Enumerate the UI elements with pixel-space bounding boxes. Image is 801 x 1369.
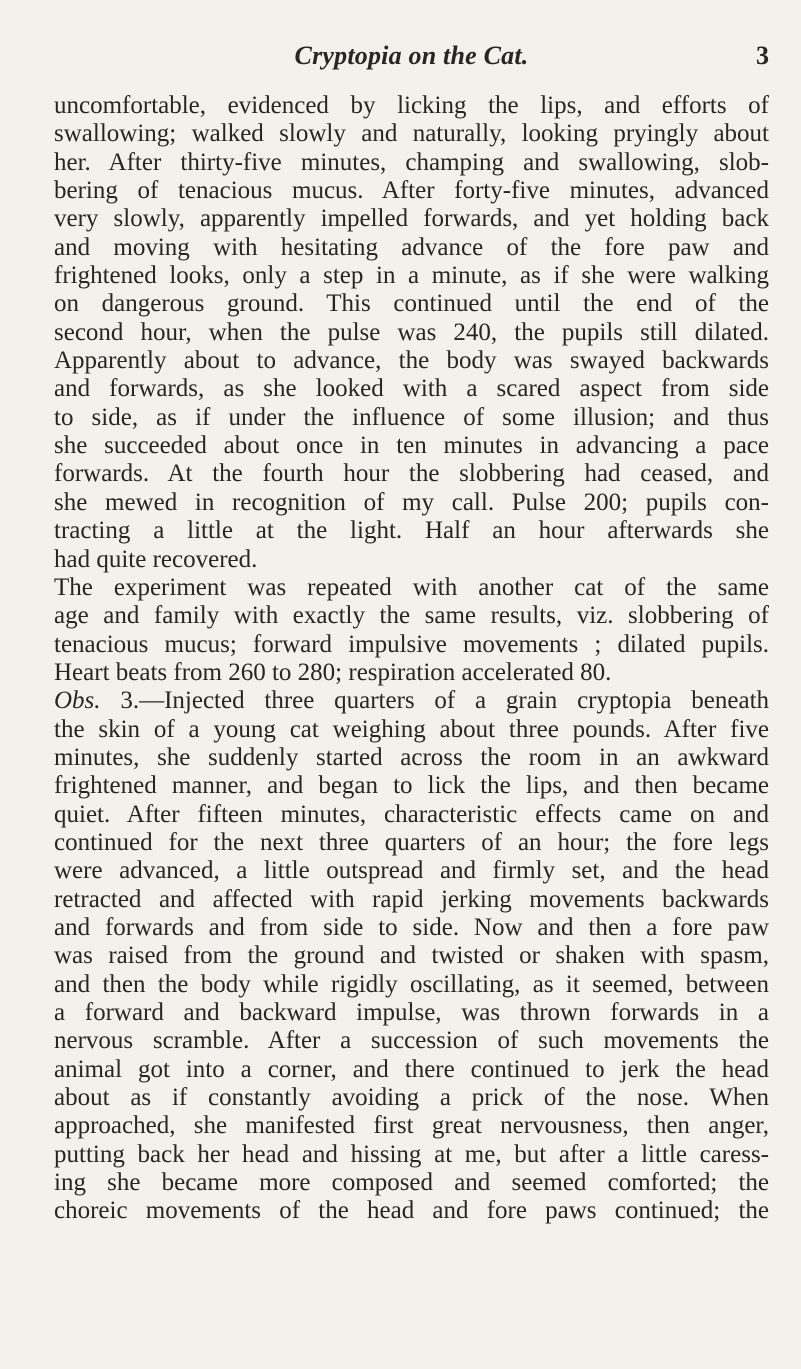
- text-line: quiet. After fifteen minutes, characteristic effects came on and: [54, 800, 769, 828]
- text-line: very slowly, apparently impelled forwards, and yet holding back: [54, 205, 769, 233]
- text-line: bering of tenacious mucus. After forty-five minutes, advanced: [54, 177, 769, 205]
- text-line: and forwards, as she looked with a scared aspect from side: [54, 375, 769, 403]
- text-line: approached, she manifested first great nervousness, then anger,: [54, 1112, 769, 1140]
- obs-line: [54, 687, 769, 715]
- text-line: retracted and affected with rapid jerking movements backwards: [54, 885, 769, 913]
- text-line: swallowing; walked slowly and naturally, looking pryingly about: [54, 120, 769, 148]
- text-line: on dangerous ground. This continued until the end of the: [54, 290, 769, 318]
- text-line: she mewed in recognition of my call. Pulse 200; pupils con-: [54, 488, 769, 516]
- text-line: continued for the next three quarters of an hour; the fore legs: [54, 828, 769, 856]
- text-line: had quite recovered.: [54, 545, 258, 573]
- text-line: and forwards and from side to side. Now and then a fore paw: [54, 913, 769, 941]
- text-line: Heart beats from 260 to 280; respiration accelerated 80.: [54, 658, 612, 686]
- running-title: Cryptopia on the Cat.: [294, 41, 529, 70]
- text-line: minutes, she suddenly started across the room in an awkward: [54, 743, 769, 771]
- text-line: a forward and backward impulse, was thrown forwards in a: [54, 999, 769, 1026]
- text-line: tenacious mucus; forward impulsive movements ; dilated pupils.: [54, 630, 769, 658]
- text-line: second hour, when the pulse was 240, the pupils still dilated.: [54, 318, 769, 346]
- body-text: [54, 92, 769, 1226]
- text-line: forwards. At the fourth hour the slobbering had ceased, and: [54, 460, 769, 488]
- text-line: the skin of a young cat weighing about three pounds. After five: [54, 715, 769, 743]
- text-line: nervous scramble. After a succession of such movements the: [54, 1027, 769, 1055]
- text-line: and then the body while rigidly oscillating, as it seemed, between: [54, 970, 769, 998]
- text-line: she succeeded about once in ten minutes in advancing a pace: [54, 432, 769, 460]
- obs-line-text: 3.—Injected three quarters of a grain cryptopia beneath: [120, 687, 769, 715]
- obs-label: Obs.: [54, 687, 101, 715]
- text-line: were advanced, a little outspread and firmly set, and the head: [54, 857, 769, 885]
- text-line: age and family with exactly the same results, viz. slobbering of: [54, 602, 769, 630]
- text-line: about as if constantly avoiding a prick of the nose. When: [54, 1084, 769, 1112]
- running-head: [54, 41, 769, 75]
- text-line: uncomfortable, evidenced by licking the lips, and efforts of: [54, 92, 769, 119]
- text-line: was raised from the ground and twisted or shaken with spasm,: [54, 942, 769, 970]
- text-line: choreic movements of the head and fore paws continued; the: [54, 1197, 769, 1225]
- page-number: 3: [756, 41, 769, 70]
- text-line: to side, as if under the influence of some illusion; and thus: [54, 403, 769, 431]
- text-line: The experiment was repeated with another cat of the same: [54, 573, 769, 601]
- text-line: ing she became more composed and seemed comforted; the: [54, 1169, 769, 1197]
- text-line: tracting a little at the light. Half an hour afterwards she: [54, 517, 769, 545]
- text-line: putting back her head and hissing at me, but after a little caress-: [54, 1140, 769, 1168]
- text-line: frightened manner, and began to lick the lips, and then became: [54, 772, 769, 800]
- text-line: frightened looks, only a step in a minute, as if she were walking: [54, 262, 769, 290]
- text-line: Apparently about to advance, the body was swayed backwards: [54, 347, 769, 375]
- text-line: her. After thirty-five minutes, champing and swallowing, slob-: [54, 148, 769, 176]
- text-line: animal got into a corner, and there continued to jerk the head: [54, 1055, 769, 1083]
- text-line: and moving with hesitating advance of the fore paw and: [54, 233, 769, 261]
